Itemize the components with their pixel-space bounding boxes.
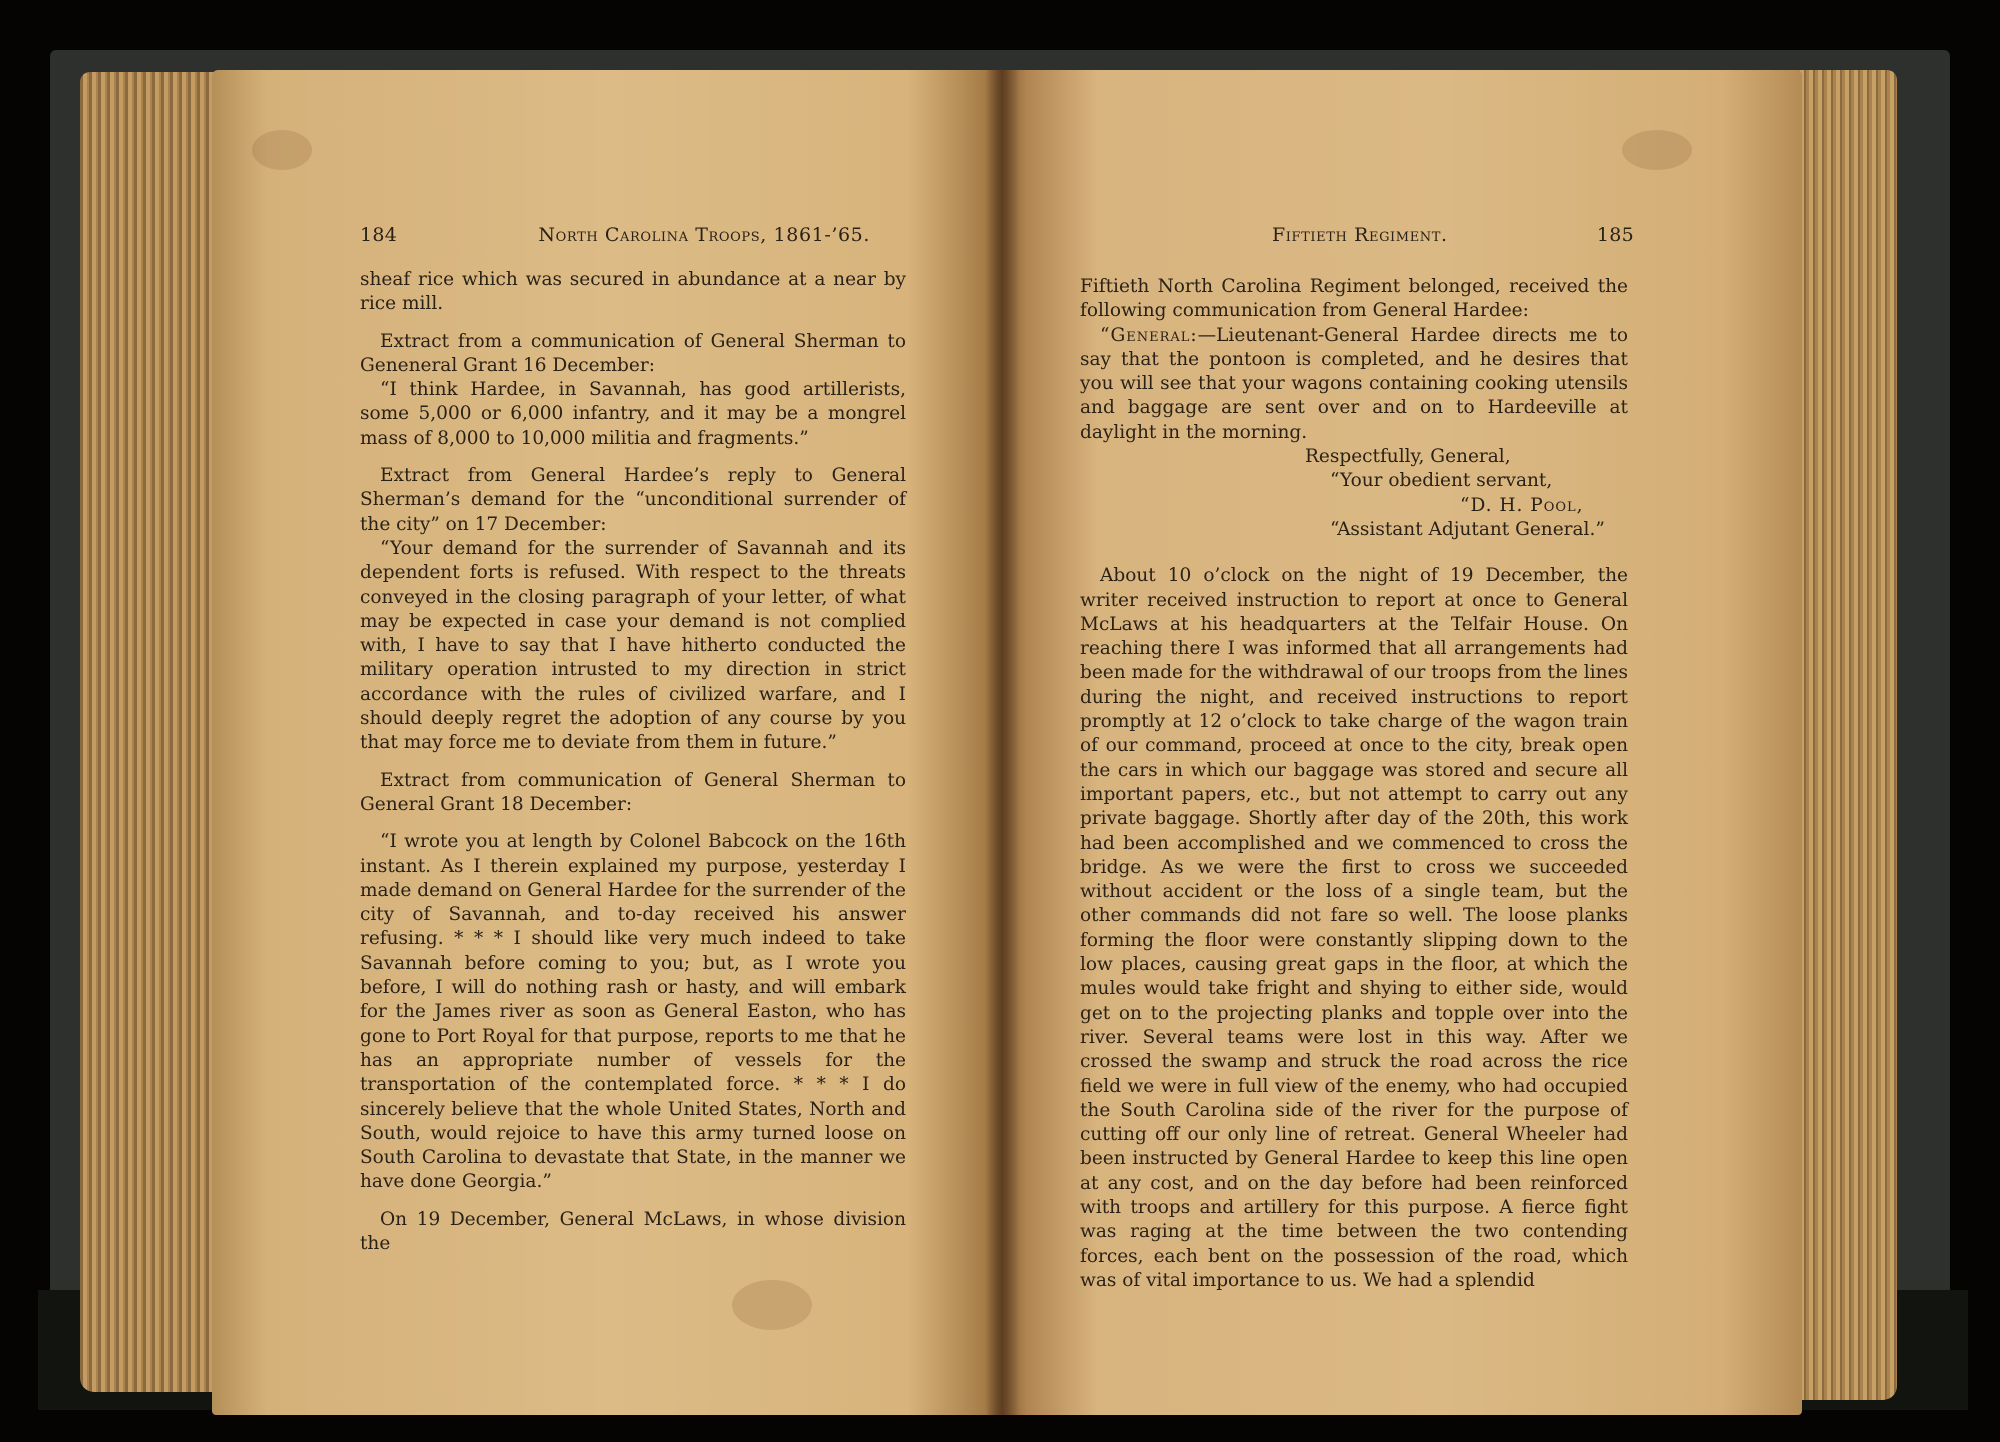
right-text-column bbox=[1080, 275, 1628, 1293]
foxing-spot bbox=[732, 1280, 812, 1330]
right-page-header bbox=[1272, 223, 1634, 247]
signer-name: “D. H. Pool, bbox=[1460, 494, 1584, 516]
paragraph: “I wrote you at length by Colonel Babcock on the 16th instant. As I therein explained my purpose, yesterday I made demand on General Hardee for the surrender of the city of Savannah, and to-day received his answer refusing. * * * I should like very much indeed to take Savannah before coming to you; but, as I wrote you before, I will do nothing rash or hasty, and will embark for the James river as soon as General Easton, who has gone to Port Royal for that purpose, reports to me that he has an appropriate number of vessels for the transportation of the contemplated force. * * * I do sincerely believe that the whole United States, North and South, would rejoice to have this army turned loose on South Carolina to devastate that State, in the manner we have done Georgia.” bbox=[360, 831, 906, 1193]
foxing-spot bbox=[252, 130, 312, 170]
paragraph: Extract from communication of General Sherman to General Grant 18 December: bbox=[360, 769, 906, 815]
paragraph: sheaf rice which was secured in abundance at a near by rice mill. bbox=[360, 269, 906, 315]
letter-body bbox=[1080, 324, 1628, 445]
left-page bbox=[212, 70, 1002, 1415]
paragraph: Fiftieth North Carolina Regiment belonged, received the following communication from General Hardee: bbox=[1080, 276, 1628, 322]
paragraph: Extract from a communication of General Sherman to Geneneral Grant 16 December: bbox=[360, 330, 906, 376]
page-edges-right bbox=[1797, 70, 1897, 1400]
letter-servant: “Your obedient servant, bbox=[1330, 470, 1553, 492]
letter-signer bbox=[1080, 494, 1628, 518]
paragraph: On 19 December, General McLaws, in whose division the bbox=[360, 1208, 906, 1254]
paragraph: “I think Hardee, in Savannah, has good artillerists, some 5,000 or 6,000 infantry, and it may be a mongrel mass of 8,000 to 10,000 militia and fragments.” bbox=[360, 379, 906, 449]
letter-salutation: “General: bbox=[1100, 324, 1198, 346]
letter-signer-title: “Assistant Adjutant General.” bbox=[1330, 518, 1605, 540]
page-number-right: 185 bbox=[1596, 224, 1634, 246]
letter-closing: Respectfully, General, bbox=[1305, 446, 1511, 468]
paragraph: Extract from General Hardee’s reply to General Sherman’s demand for the “unconditional surrender of the city” on 17 December: bbox=[360, 465, 906, 535]
page-edges-left bbox=[80, 72, 215, 1392]
left-page-header bbox=[360, 223, 870, 247]
running-head-left: North Carolina Troops, 1861-’65. bbox=[538, 224, 870, 246]
running-head-right: Fiftieth Regiment. bbox=[1272, 224, 1448, 246]
paragraph: “Your demand for the surrender of Savannah and its dependent forts is refused. With respect to the threats conveyed in the closing paragraph of your letter, of what may be expected in case your demand is not complied with, I have to say that I have hitherto conducted the military operation intrusted to my direction in strict accordance with the rules of civilized warfare, and I should deeply regret the adoption of any course by you that may force me to deviate from them in future.” bbox=[360, 537, 906, 754]
foxing-spot bbox=[1622, 130, 1692, 170]
left-text-column bbox=[360, 268, 906, 1256]
letter-text: —Lieutenant-General Hardee directs me to say that the pontoon is completed, and he desires that you will see that your wagons containing cooking utensils and baggage are sent over and on to Hardeeville at daylight in the morning. bbox=[1080, 324, 1628, 443]
paragraph: About 10 o’clock on the night of 19 December, the writer received instruction to report at once to General McLaws at his headquarters at the Telfair House. On reaching there I was informed that all arrangements had been made for the withdrawal of our troops from the lines during the night, and received instructions to report promptly at 12 o’clock to take charge of the wagon train of our command, proceed at once to the city, break open the cars in which our baggage was stored and secure all important papers, etc., but not attempt to carry out any private baggage. Shortly after day of the 20th, this work had been accomplished and we commenced to cross the bridge. As we were the first to cross we succeeded without accident or the loss of a single team, but the other commands did not fare so well. The loose planks forming the floor were constantly slipping down to the low places, causing great gaps in the floor, at which the mules would take fright and shying to either side, would get on to the projecting planks and topple over into the river. Several teams were lost in this way. After we crossed the swamp and struck the road across the rice field we were in full view of the enemy, who had occupied the South Carolina side of the river for the purpose of cutting off our only line of retreat. General Wheeler had been instructed by General Hardee to keep this line open at any cost, and on the day before had been reinforced with troops and artillery for this purpose. A fierce fight was raging at the time between the two contending forces, each bent on the possession of the road, which was of vital importance to us. We had a splendid bbox=[1080, 565, 1628, 1291]
right-page bbox=[1002, 70, 1802, 1415]
book-gutter bbox=[985, 70, 1019, 1415]
page-number-left: 184 bbox=[360, 224, 398, 246]
